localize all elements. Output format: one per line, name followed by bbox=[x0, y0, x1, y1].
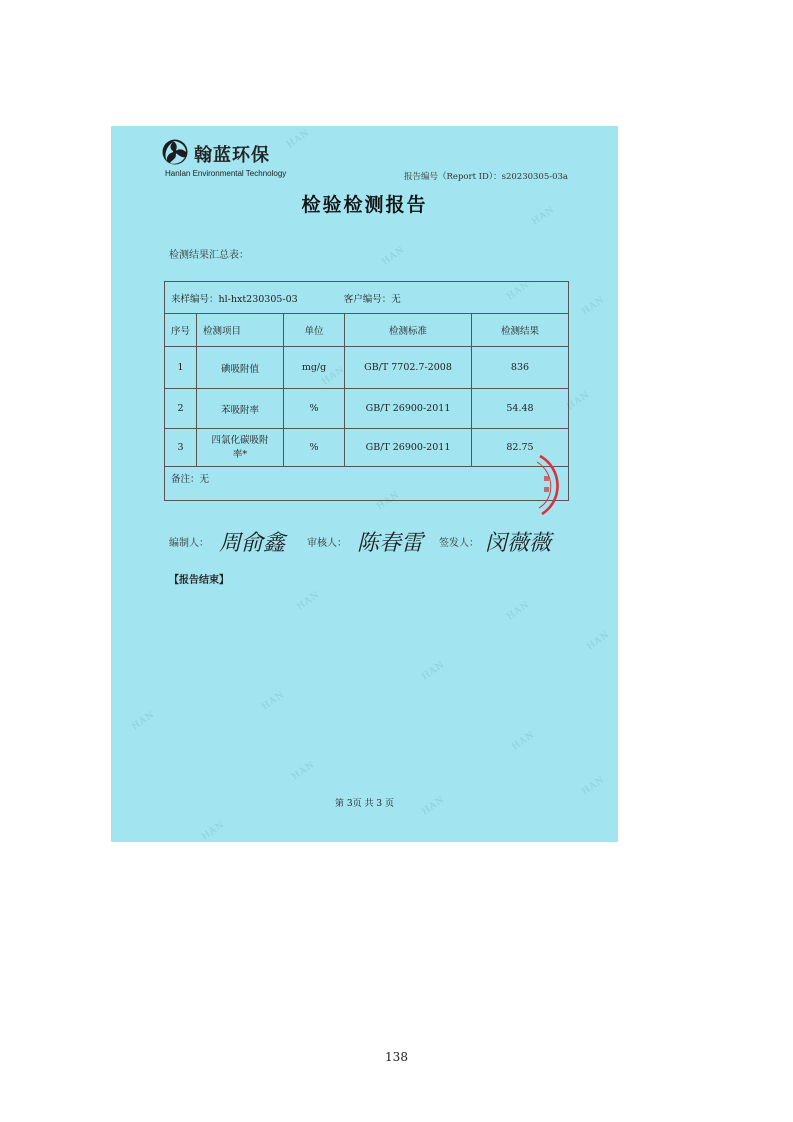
row-standard: GB/T 7702.7-2008 bbox=[345, 347, 472, 389]
signature-block bbox=[169, 526, 589, 562]
company-logo-icon bbox=[161, 138, 189, 166]
watermark: HAN bbox=[580, 294, 607, 318]
watermark: HAN bbox=[505, 279, 532, 303]
header-standard: 检测标准 bbox=[345, 314, 472, 347]
watermark: HAN bbox=[290, 759, 317, 783]
watermark: HAN bbox=[530, 204, 557, 228]
issuer-label: 签发人： bbox=[439, 538, 479, 549]
client-number: 客户编号：无 bbox=[343, 293, 401, 305]
sample-number: 来样编号：hl-hxt230305-03 bbox=[171, 293, 298, 305]
remark-row bbox=[165, 467, 569, 501]
watermark: HAN bbox=[320, 364, 347, 388]
row-result: 82.75 bbox=[472, 429, 569, 467]
row-unit: % bbox=[284, 429, 345, 467]
watermark: HAN bbox=[130, 709, 157, 733]
page-number: 138 bbox=[385, 1050, 408, 1064]
watermark: HAN bbox=[420, 659, 447, 683]
watermark: HAN bbox=[200, 819, 227, 842]
row-index: 2 bbox=[165, 389, 197, 429]
compiler-label: 编制人： bbox=[169, 538, 209, 549]
sample-info-row bbox=[165, 282, 569, 314]
compiler-signature: 周俞鑫 bbox=[219, 531, 286, 556]
report-title: 检验检测报告 bbox=[301, 194, 428, 216]
header-index: 序号 bbox=[165, 314, 197, 347]
row-standard: GB/T 26900-2011 bbox=[345, 429, 472, 467]
watermark: HAN bbox=[505, 599, 532, 623]
watermark: HAN bbox=[375, 489, 402, 513]
row-result: 54.48 bbox=[472, 389, 569, 429]
row-item: 四氯化碳吸附率* bbox=[197, 429, 284, 467]
results-table bbox=[164, 281, 569, 501]
red-seal-icon bbox=[536, 454, 566, 516]
watermark: HAN bbox=[420, 794, 447, 818]
header-unit: 单位 bbox=[284, 314, 345, 347]
company-name-en: Hanlan Environmental Technology bbox=[165, 169, 287, 178]
watermark: HAN bbox=[585, 629, 612, 653]
watermark: HAN bbox=[565, 389, 592, 413]
table-header-row bbox=[165, 314, 569, 347]
row-unit: mg/g bbox=[284, 347, 345, 389]
report-end-mark: 【报告结束】 bbox=[169, 575, 229, 586]
table-row bbox=[165, 429, 569, 467]
watermark: HAN bbox=[510, 729, 537, 753]
table-row bbox=[165, 347, 569, 389]
row-index: 1 bbox=[165, 347, 197, 389]
company-logo bbox=[161, 138, 301, 178]
header-result: 检测结果 bbox=[472, 314, 569, 347]
summary-label: 检测结果汇总表： bbox=[169, 250, 249, 261]
issuer-signature: 闵薇薇 bbox=[485, 531, 552, 556]
row-index: 3 bbox=[165, 429, 197, 467]
report-sheet bbox=[111, 126, 618, 842]
watermark: HAN bbox=[285, 127, 312, 151]
row-standard: GB/T 26900-2011 bbox=[345, 389, 472, 429]
reviewer-signature: 陈春雷 bbox=[357, 531, 424, 556]
report-id: 报告编号（Report ID）：s20230305-03a bbox=[404, 172, 568, 182]
watermark: HAN bbox=[580, 774, 607, 798]
row-item: 碘吸附值 bbox=[197, 347, 284, 389]
watermark: HAN bbox=[380, 244, 407, 268]
reviewer-label: 审核人： bbox=[307, 538, 347, 549]
watermark: HAN bbox=[295, 589, 322, 613]
remark: 备注：无 bbox=[165, 467, 569, 501]
watermark: HAN bbox=[260, 689, 287, 713]
row-item: 苯吸附率 bbox=[197, 389, 284, 429]
table-row bbox=[165, 389, 569, 429]
row-result: 836 bbox=[472, 347, 569, 389]
header-item: 检测项目 bbox=[197, 314, 284, 347]
company-name-cn: 翰蓝环保 bbox=[194, 145, 270, 166]
row-unit: % bbox=[284, 389, 345, 429]
page-footer: 第 3页 共 3 页 bbox=[335, 799, 394, 809]
